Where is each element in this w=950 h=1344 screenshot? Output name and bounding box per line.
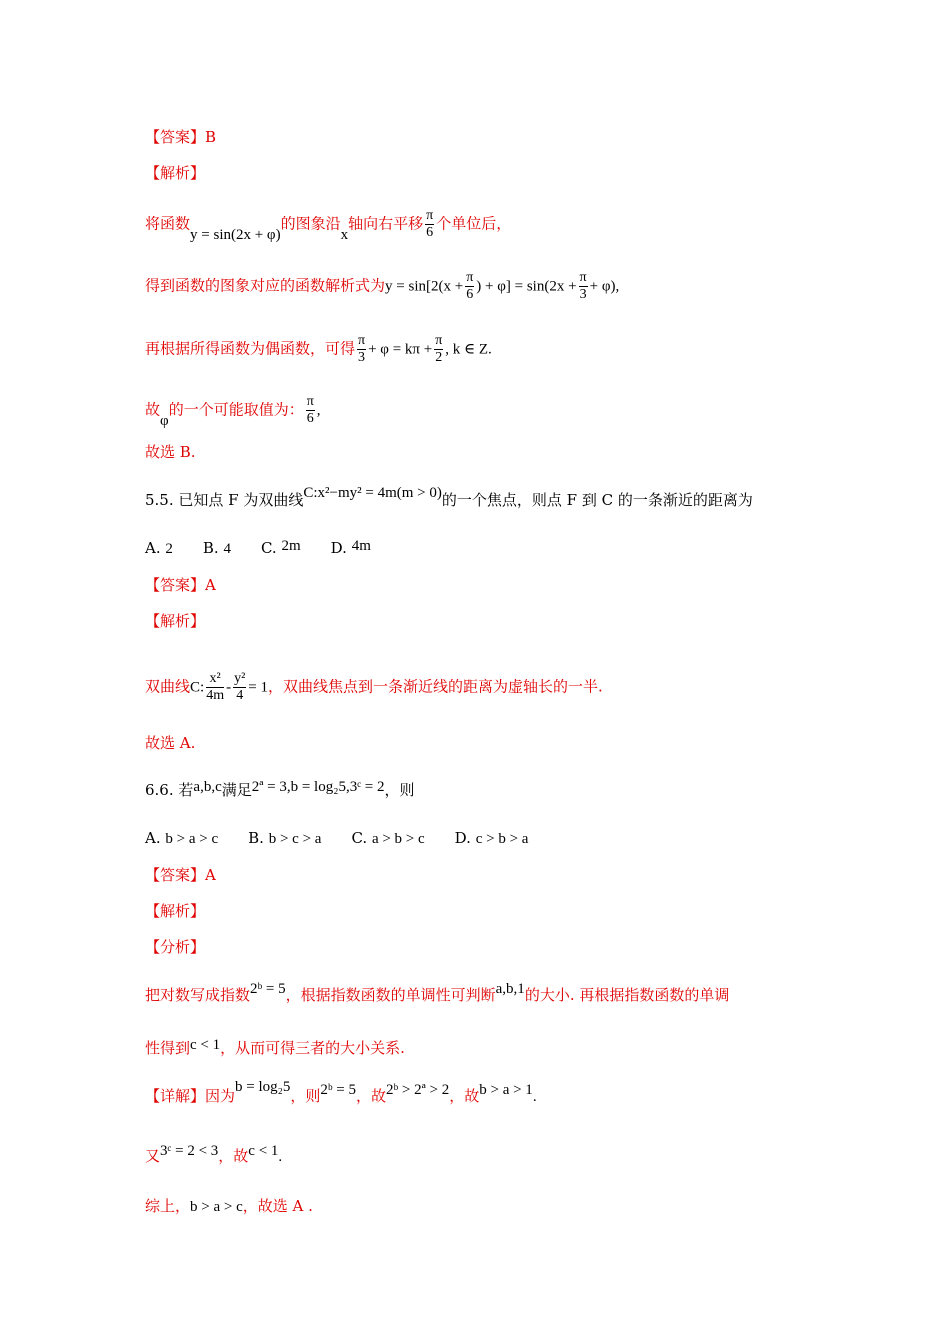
numerator: π [466, 270, 474, 285]
option-d [455, 828, 529, 849]
numerator: π [435, 333, 443, 348]
option-value: a > b > c [371, 831, 425, 847]
math-expr: C:x²−my² = 4m(m > 0) [303, 485, 442, 501]
text: 把对数写成指数 [145, 986, 251, 1004]
math-expr: , [316, 402, 321, 419]
option-c [351, 828, 424, 849]
numerator: x² [206, 671, 224, 688]
math-expr: + φ), [589, 278, 620, 295]
math-expr: , k ∈ Z. [445, 341, 492, 358]
text: 轴向右平移 [348, 214, 424, 233]
math-expr: 3ᶜ = 2 < 3 [160, 1143, 219, 1159]
answer-label: 【答案】A [145, 866, 216, 884]
option-label: B. [202, 539, 219, 557]
option-a [145, 828, 218, 849]
text: ，故 [356, 1087, 387, 1105]
text: 满足 [221, 781, 252, 799]
text: ，则 [290, 1087, 321, 1105]
denominator: 2 [435, 350, 443, 365]
fraction [425, 208, 434, 241]
solution-line [145, 394, 321, 427]
text: 的一个焦点，则点 F 到 C 的一条渐近的距离为 [441, 491, 753, 509]
denominator: 6 [466, 287, 474, 302]
text: 双曲线 [145, 677, 191, 696]
math-expr: ) + φ] = sin(2x + [476, 278, 577, 295]
fraction [306, 394, 315, 427]
text: ，故 [449, 1087, 480, 1105]
solution-line [145, 981, 730, 1006]
solution-line [145, 1079, 537, 1107]
math-expr: b > a > 1 [479, 1082, 533, 1098]
choose-line: 故选 A. [145, 734, 196, 752]
option-label: A. [145, 829, 161, 847]
solution-line [145, 1143, 283, 1167]
text: 的一个可能取值为： [168, 400, 304, 419]
punctuation: . [278, 1149, 283, 1165]
option-value: c > b > a [475, 831, 529, 847]
option-b [248, 828, 321, 849]
text: ，故 [218, 1147, 249, 1165]
text: 再根据所得函数为偶函数，可得 [145, 339, 356, 358]
solution-line [145, 333, 492, 366]
question-stem [145, 780, 415, 801]
denominator: 6 [306, 411, 314, 426]
option-c [261, 538, 301, 559]
math-expr: y = sin[2(x + [385, 278, 464, 295]
analysis-subheading: 【分析】 [145, 938, 206, 956]
text: 的图象沿 [280, 214, 341, 233]
choose-line: 故选 B. [145, 443, 196, 461]
text: ，故选 A . [242, 1197, 313, 1215]
text: 5.5. 已知点 F 为双曲线 [145, 491, 304, 509]
option-value: 2 [165, 541, 173, 557]
option-label: B. [248, 829, 264, 847]
option-b [203, 538, 231, 559]
text: ，则 [384, 781, 415, 799]
fraction [579, 270, 588, 303]
fraction [465, 270, 474, 303]
option-value: b > c > a [268, 831, 322, 847]
fraction [434, 333, 443, 366]
text: 个单位后， [436, 214, 512, 233]
option-value: 2m [281, 538, 301, 554]
numerator: π [358, 333, 366, 348]
solution-line [145, 671, 603, 704]
denominator: 3 [579, 287, 587, 302]
option-a [145, 538, 173, 559]
option-label: D. [330, 539, 347, 557]
numerator: π [426, 208, 434, 223]
options-row [145, 538, 401, 559]
math-expr: 2ª = 3,b = log₂5,3ᶜ = 2 [251, 779, 385, 795]
math-expr: c < 1 [190, 1037, 221, 1053]
math-var: φ [160, 412, 169, 429]
analysis-label: 【解析】 [145, 902, 206, 920]
option-label: A. [145, 539, 161, 557]
math-expr: 2ᵇ = 5 [250, 981, 286, 997]
math-vars: a,b,1 [495, 981, 525, 997]
solution-line [145, 208, 511, 241]
math-expr: b = log₂5 [235, 1079, 291, 1095]
math-expr: = 1 [248, 679, 269, 696]
option-value: 4 [223, 541, 231, 557]
math-expr: 2ᵇ > 2ª > 2 [386, 1082, 450, 1098]
analysis-label: 【解析】 [145, 612, 206, 630]
option-label: C. [351, 829, 368, 847]
option-value: 4m [351, 538, 371, 554]
text: 将函数 [145, 214, 191, 233]
fraction [206, 671, 224, 704]
text: 性得到 [145, 1039, 191, 1057]
numerator: π [579, 270, 587, 285]
solution-line [145, 1196, 313, 1217]
denominator: 3 [358, 350, 366, 365]
option-label: C. [260, 539, 277, 557]
denominator: 4m [206, 688, 225, 703]
analysis-label: 【解析】 [145, 164, 206, 182]
text: 的大小. 再根据指数函数的单调 [524, 986, 730, 1004]
punctuation: . [532, 1089, 537, 1105]
option-value: b > a > c [165, 831, 219, 847]
math-var: x [340, 226, 349, 243]
option-d [331, 538, 371, 559]
solution-line [145, 1038, 405, 1059]
text: 又 [145, 1147, 161, 1165]
text: ，根据指数函数的单调性可判断 [285, 986, 496, 1004]
math-expr: - [226, 679, 232, 696]
math-expr: b > a > c [190, 1199, 243, 1215]
answer-label: 【答案】A [145, 576, 216, 594]
math-expr: y = sin(2x + φ) [190, 226, 281, 243]
text: 故 [145, 400, 161, 419]
denominator: 6 [426, 225, 434, 240]
math-expr: c < 1 [248, 1143, 279, 1159]
text: 6.6. 若 [145, 781, 194, 799]
answer-label: 【答案】B [145, 128, 217, 146]
solution-line [145, 270, 619, 303]
text: 【详解】因为 [145, 1087, 236, 1105]
fraction [357, 333, 366, 366]
numerator: y² [234, 671, 246, 686]
text: 综上， [145, 1197, 191, 1215]
text: 得到函数的图象对应的函数解析式为 [145, 276, 386, 295]
text: ，双曲线焦点到一条渐近线的距离为虚轴长的一半. [268, 677, 603, 696]
math-expr: C: [190, 679, 205, 696]
question-stem [145, 485, 753, 511]
math-expr: 2ᵇ = 5 [320, 1082, 356, 1098]
fraction [233, 671, 246, 704]
math-expr: + φ = kπ + [368, 341, 433, 358]
options-row [145, 828, 558, 849]
numerator: π [306, 394, 314, 409]
option-label: D. [454, 829, 471, 847]
denominator: 4 [236, 688, 244, 703]
math-vars: a,b,c [193, 779, 222, 795]
text: ，从而可得三者的大小关系. [220, 1039, 405, 1057]
